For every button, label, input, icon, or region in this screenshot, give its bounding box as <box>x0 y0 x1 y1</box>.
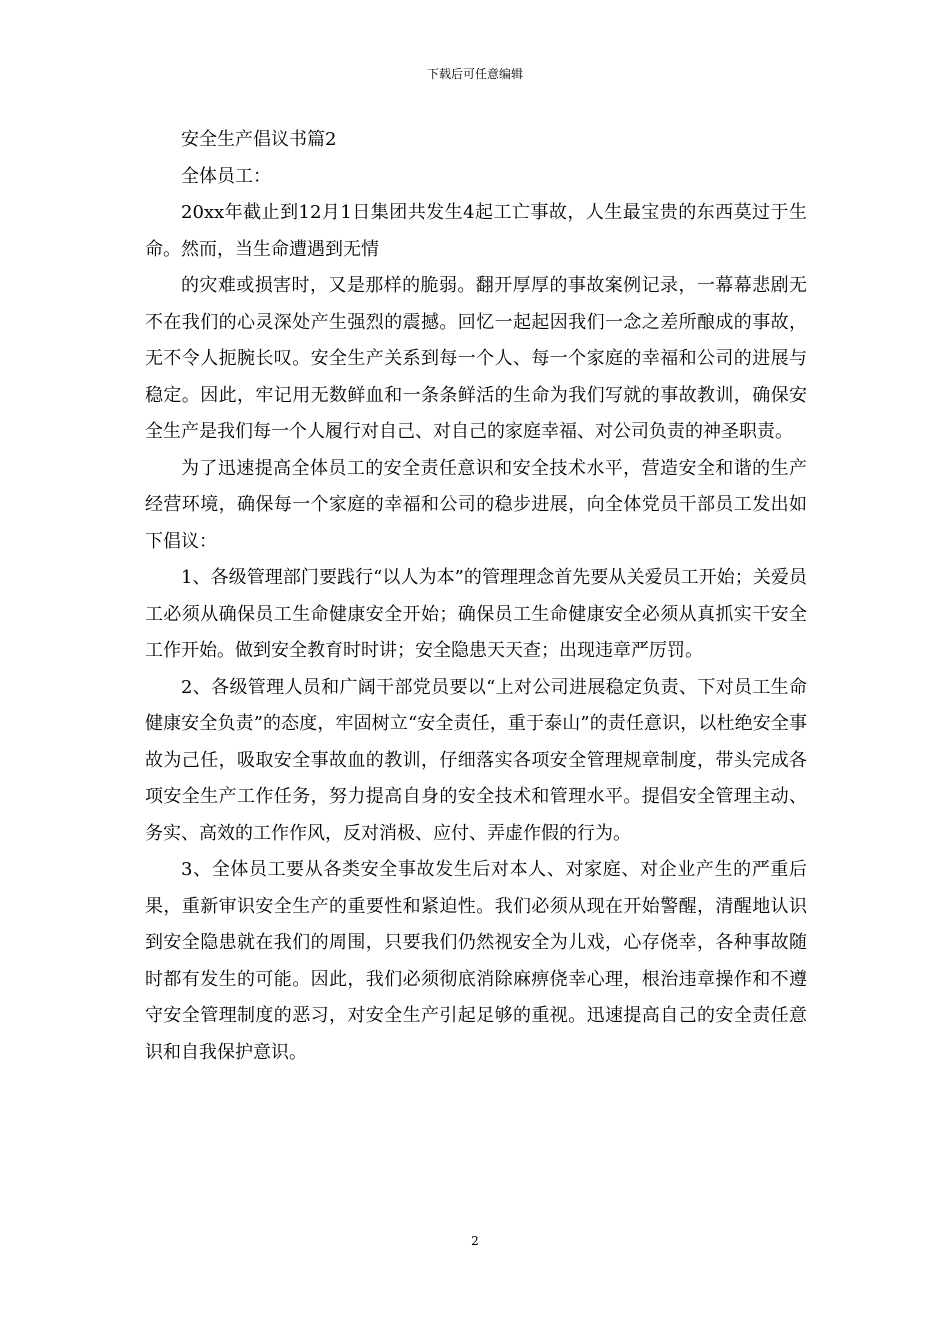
page-number: 2 <box>471 1234 479 1248</box>
paragraph: 2、各级管理人员和广阔干部党员要以“上对公司进展稳定负责、下对员工生命健康安全负责”的态度，牢固树立“安全责任，重于泰山”的责任意识，以杜绝安全事故为己任，吸取安全事故血的教训，仔细落实各项安全管理规章制度，带头完成各项安全生产工作任务，努力提高自身的安全技术和管理水平。提倡安全管理主动、务实、高效的工作作风，反对消极、应付、弄虚作假的行为。 <box>145 676 807 844</box>
paragraph: 3、全体员工要从各类安全事故发生后对本人、对家庭、对企业产生的严重后果，重新审识安全生产的重要性和紧迫性。我们必须从现在开始警醒，清醒地认识到安全隐患就在我们的周围，只要我们仍然视安全为儿戏，心存侥幸，各种事故随时都有发生的可能。因此，我们必须彻底消除麻痹侥幸心理，根治违章操作和不遵守安全管理制度的恶习，对安全生产引起足够的重视。迅速提高自己的安全责任意识和自我保护意识。 <box>145 859 807 1063</box>
paragraph: 的灾难或损害时，又是那样的脆弱。翻开厚厚的事故案例记录，一幕幕悲剧无不在我们的心灵深处产生强烈的震撼。回忆一起起因我们一念之差所酿成的事故，无不令人扼腕长叹。安全生产关系到每一个人、每一个家庭的幸福和公司的进展与稳定。因此，牢记用无数鲜血和一条条鲜活的生命为我们写就的事故教训，确保安全生产是我们每一个人履行对自己、对自己的家庭幸福、对公司负责的神圣职责。 <box>145 275 807 442</box>
document-title: 安全生产倡议书篇2 <box>181 129 337 150</box>
paragraph: 为了迅速提高全体员工的安全责任意识和安全技术水平，营造安全和谐的生产经营环境，确保每一个家庭的幸福和公司的稳步进展，向全体党员干部员工发出如下倡议： <box>145 457 807 552</box>
paragraph: 20xx年截止到12月1日集团共发生4起工亡事故，人生最宝贵的东西莫过于生命。然而，当生命遭遇到无情 <box>145 202 807 260</box>
salutation: 全体员工： <box>181 165 271 187</box>
document-body <box>145 122 807 1071</box>
header-note: 下载后可任意编辑 <box>426 67 523 81</box>
paragraph: 1、各级管理部门要践行“以人为本”的管理理念首先要从关爱员工开始；关爱员工必须从确保员工生命健康安全开始；确保员工生命健康安全必须从真抓实干安全工作开始。做到安全教育时时讲；安全隐患天天查；出现违章严厉罚。 <box>145 567 807 661</box>
